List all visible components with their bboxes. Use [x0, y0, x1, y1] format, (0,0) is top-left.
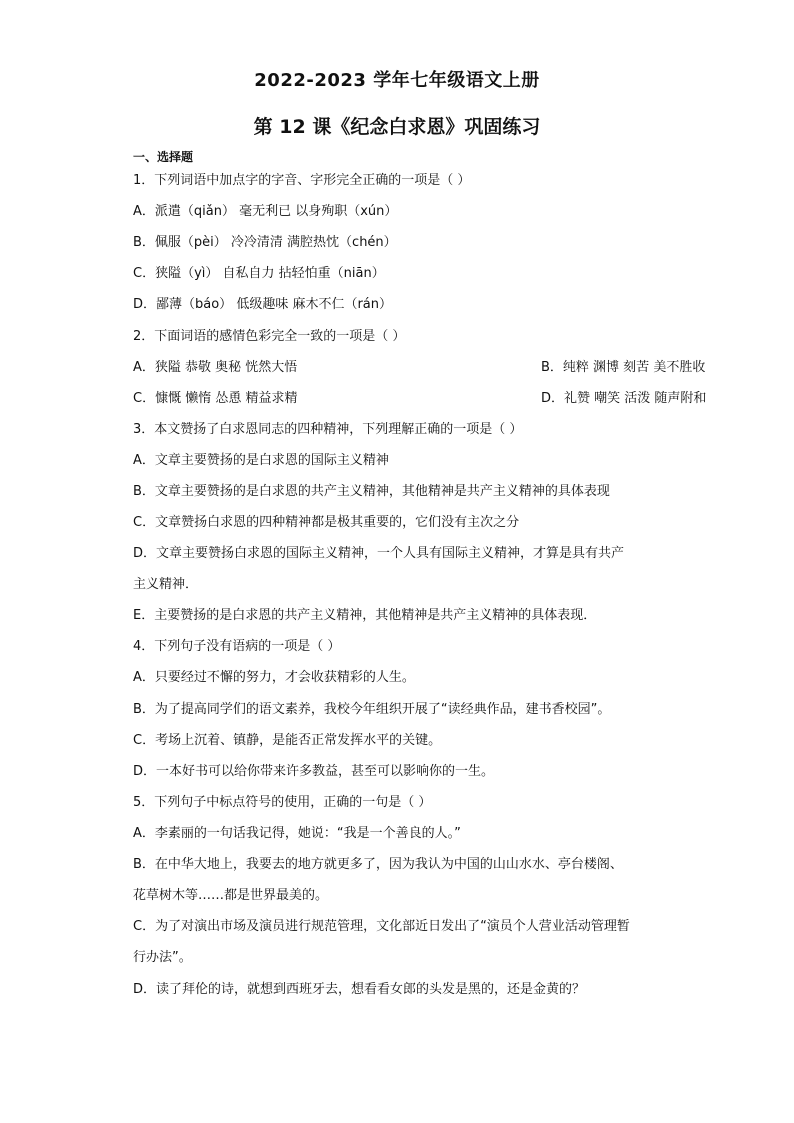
q2-option-d: D．礼赞 嘲笑 活泼 随声附和 — [541, 391, 707, 406]
q4-option-c: C．考场上沉着、镇静，是能否正常发挥水平的关键。 — [133, 733, 442, 748]
q2-option-c: C．慷慨 懒惰 怂恿 精益求精 — [133, 391, 298, 406]
q3-option-e: E．主要赞扬的是白求恩的共产主义精神，其他精神是共产主义精神的具体表现． — [133, 608, 597, 623]
q1-option-d: D．鄙薄（báo） 低级趣味 麻木不仁（rán） — [133, 297, 392, 312]
q4-option-d: D．一本好书可以给你带来许多教益，甚至可以影响你的一生。 — [133, 764, 495, 779]
question-1: 1．下列词语中加点字的字音、字形完全正确的一项是（ ） — [133, 173, 471, 188]
q3-option-b: B．文章主要赞扬的是白求恩的共产主义精神，其他精神是共产主义精神的具体表现 — [133, 484, 610, 499]
question-4: 4．下列句子没有语病的一项是（ ） — [133, 639, 341, 654]
q5-option-d: D．读了拜伦的诗，就想到西班牙去，想看看女郎的头发是黑的，还是金黄的？ — [133, 982, 586, 997]
q5-option-a: A．李素丽的一句话我记得，她说：“我是一个善良的人。” — [133, 826, 461, 841]
q4-option-a: A．只要经过不懈的努力，才会收获精彩的人生。 — [133, 670, 415, 685]
lesson-title: 第 12 课《纪念白求恩》巩固练习 — [253, 116, 541, 138]
document-title: 2022-2023 学年七年级语文上册 — [254, 70, 540, 91]
q1-option-a: A．派遣（qiǎn） 毫无利已 以身殉职（xún） — [133, 204, 398, 219]
q2-row-1 — [133, 359, 706, 377]
q2-row-2 — [133, 390, 707, 408]
q2-option-b: B．纯粹 渊博 刻苦 美不胜收 — [541, 360, 706, 375]
question-5: 5．下列句子中标点符号的使用，正确的一句是（ ） — [133, 795, 432, 810]
q5-option-c: C．为了对演出市场及演员进行规范管理，文化部近日发出了“演员个人营业活动管理暂 — [133, 919, 630, 934]
section-heading: 一、选择题 — [133, 150, 194, 164]
q5-option-b-cont: 花草树木等……都是世界最美的。 — [133, 888, 329, 903]
q1-option-c: C．狭隘（yì） 自私自力 拈轻怕重（niān） — [133, 266, 385, 281]
q5-option-b: B．在中华大地上，我要去的地方就更多了，因为我认为中国的山山水水、亭台楼阁、 — [133, 857, 623, 872]
q2-option-a: A．狭隘 恭敬 奥秘 恍然大悟 — [133, 360, 298, 375]
q5-option-c-cont: 行办法”。 — [133, 950, 192, 965]
q3-option-a: A．文章主要赞扬的是白求恩的国际主义精神 — [133, 453, 389, 468]
q3-option-d-cont: 主义精神． — [133, 577, 199, 592]
question-3: 3．本文赞扬了白求恩同志的四种精神，下列理解正确的一项是（ ） — [133, 422, 523, 437]
question-2: 2．下面词语的感情色彩完全一致的一项是（ ） — [133, 329, 406, 344]
q1-option-b: B．佩服（pèi） 冷冷清清 满腔热忱（chén） — [133, 235, 397, 250]
q3-option-c: C．文章赞扬白求恩的四种精神都是极其重要的，它们没有主次之分 — [133, 515, 520, 530]
q4-option-b: B．为了提高同学们的语文素养，我校今年组织开展了“读经典作品，建书香校园”。 — [133, 702, 611, 717]
q3-option-d: D．文章主要赞扬白求恩的国际主义精神，一个人具有国际主义精神，才算是具有共产 — [133, 546, 625, 561]
